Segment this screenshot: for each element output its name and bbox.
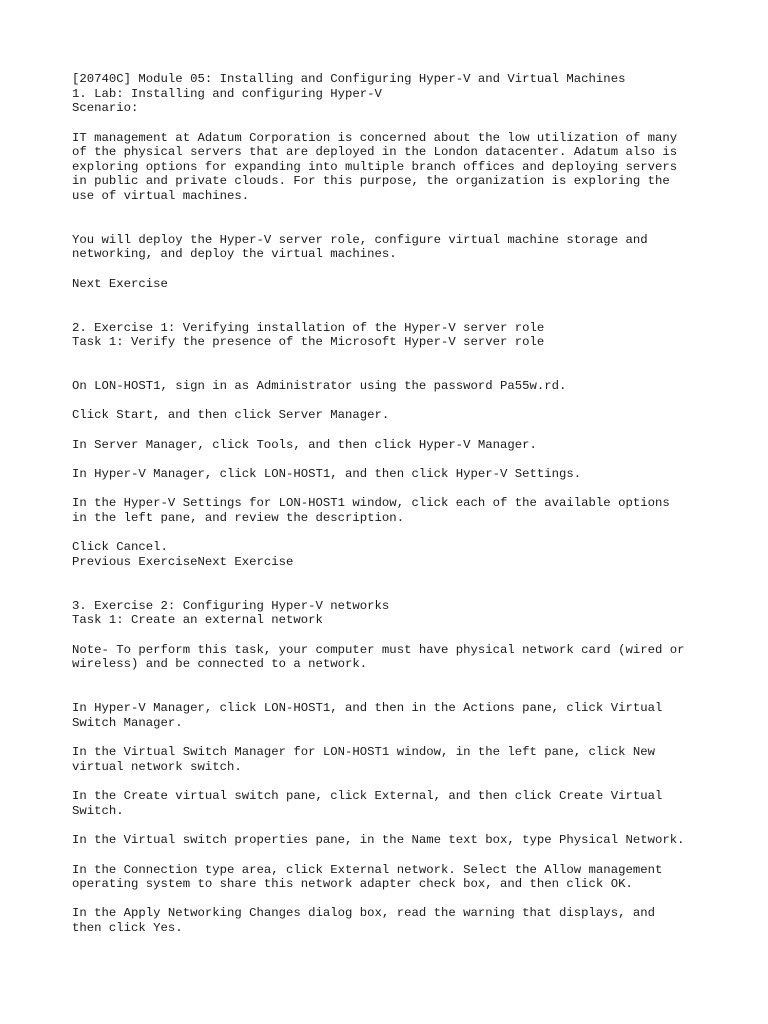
exercise1-step: Click Start, and then click Server Manager.	[72, 408, 390, 423]
next-exercise-text: Next Exercise	[72, 276, 168, 291]
exercise1-step: Click Cancel.	[72, 540, 168, 555]
exercise2-step: then click Yes.	[72, 921, 183, 936]
exercise2-heading: 3. Exercise 2: Configuring Hyper-V networks	[72, 598, 390, 613]
exercise2-step: In Hyper-V Manager, click LON-HOST1, and then in the Actions pane, click Virtual	[72, 701, 663, 716]
lab-heading: 1. Lab: Installing and configuring Hyper-V	[72, 86, 382, 101]
exercise2-step: In the Connection type area, click External network. Select the Allow management	[72, 862, 663, 877]
exercise2-step: In the Virtual switch properties pane, in the Name text box, type Physical Network.	[72, 833, 685, 848]
exercise1-task: Task 1: Verify the presence of the Microsoft Hyper-V server role	[72, 335, 545, 350]
exercise2-task: Task 1: Create an external network	[72, 613, 323, 628]
exercise2-step: operating system to share this network adapter check box, and then click OK.	[72, 877, 633, 892]
exercise1-step: in the left pane, and review the description.	[72, 511, 405, 526]
exercise2-step: In the Create virtual switch pane, click External, and then click Create Virtual	[72, 789, 663, 804]
scenario-paragraph-line: IT management at Adatum Corporation is concerned about the low utilization of many	[72, 130, 678, 145]
document-page	[72, 72, 712, 936]
scenario-paragraph-line: of the physical servers that are deployed in the London datacenter. Adatum also is	[72, 145, 678, 160]
exercise-navigation-text: Previous ExerciseNext Exercise	[72, 555, 294, 570]
exercise1-step: In Server Manager, click Tools, and then click Hyper-V Manager.	[72, 437, 537, 452]
scenario-objective-line: You will deploy the Hyper-V server role, configure virtual machine storage and	[72, 232, 648, 247]
scenario-paragraph-line: use of virtual machines.	[72, 188, 250, 203]
exercise2-step: virtual network switch.	[72, 759, 242, 774]
exercise2-note: Note- To perform this task, your computer must have physical network card (wired or	[72, 642, 685, 657]
exercise1-step: On LON-HOST1, sign in as Administrator using the password Pa55w.rd.	[72, 378, 567, 393]
document-title: [20740C] Module 05: Installing and Configuring Hyper-V and Virtual Machines	[72, 72, 626, 86]
scenario-paragraph-line: in public and private clouds. For this purpose, the organization is exploring the	[72, 174, 670, 189]
exercise2-step: In the Apply Networking Changes dialog box, read the warning that displays, and	[72, 906, 655, 921]
exercise2-step: In the Virtual Switch Manager for LON-HOST1 window, in the left pane, click New	[72, 745, 655, 760]
exercise1-step: In the Hyper-V Settings for LON-HOST1 window, click each of the available options	[72, 496, 670, 511]
scenario-label: Scenario:	[72, 101, 139, 116]
scenario-paragraph-line: exploring options for expanding into multiple branch offices and deploying servers	[72, 159, 678, 174]
scenario-objective-line: networking, and deploy the virtual machines.	[72, 247, 397, 262]
exercise1-step: In Hyper-V Manager, click LON-HOST1, and then click Hyper-V Settings.	[72, 467, 582, 482]
exercise2-step: Switch.	[72, 803, 124, 818]
exercise2-step: Switch Manager.	[72, 715, 183, 730]
exercise2-note: wireless) and be connected to a network.	[72, 657, 368, 672]
exercise1-heading: 2. Exercise 1: Verifying installation of the Hyper-V server role	[72, 320, 545, 335]
